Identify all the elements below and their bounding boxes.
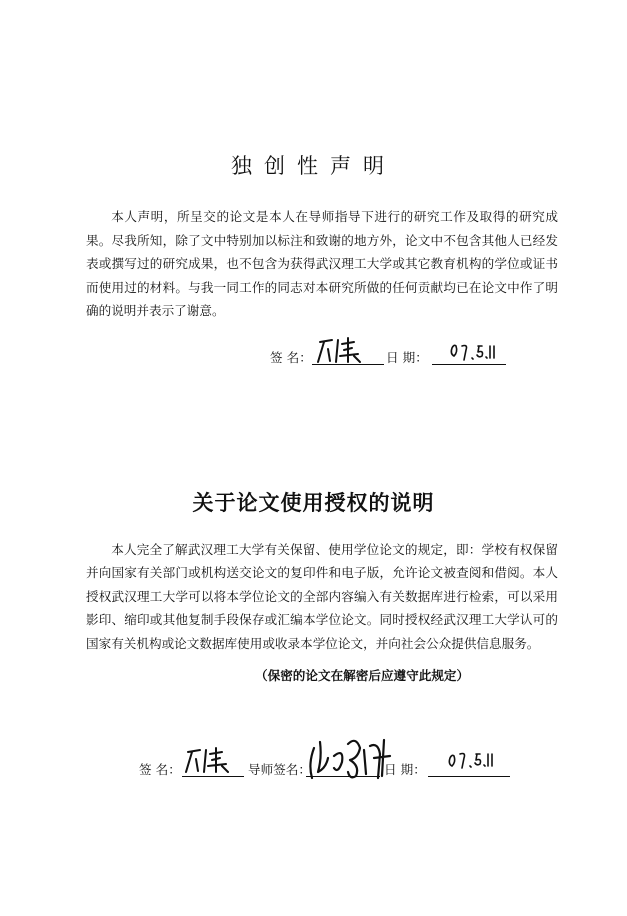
authorization-date-handwritten <box>446 748 496 772</box>
advisor-sign-label: 导师签名： <box>248 762 311 777</box>
authorization-sign-label: 签 名： <box>139 762 181 777</box>
declaration-title: 独创性声明 <box>231 154 396 178</box>
confidentiality-note: （保密的论文在解密后应遵守此规定） <box>255 668 470 683</box>
authorization-sign-line <box>182 776 244 777</box>
declaration-date-label: 日 期： <box>386 350 428 365</box>
declaration-sign-label: 签 名： <box>270 350 312 365</box>
authorization-body: 本人完全了解武汉理工大学有关保留、使用学位论文的规定，即：学校有权保留并向国家有关部门或机构送交论文的复印件和电子版，允许论文被查阅和借阅。本人授权武汉理工大学可以将本学位论文的全部内容编入有关数据库进行检索，可以采用影印、缩印或其他复制手段保存或汇编本学位论文。同时授权经武汉理工大学认可的国家有关机构或论文数据库使用或收录本学位论文，并向社会公众提供信息服务。 <box>86 542 558 651</box>
declaration-date-line <box>432 364 506 365</box>
declaration-signature <box>314 332 378 366</box>
advisor-signature <box>304 728 396 784</box>
declaration-body: 本人声明，所呈交的论文是本人在导师指导下进行的研究工作及取得的研究成果。尽我所知，除了文中特别加以标注和致谢的地方外，论文中不包含其他人已经发表或撰写过的研究成果，也不包含为获得武汉理工大学或其它教育机构的学位或证书而使用过的材料。与我一同工作的同志对本研究所做的任何贡献均已在论文中作了明确的说明并表示了谢意。 <box>86 209 558 318</box>
authorization-signature <box>184 742 244 776</box>
authorization-date-line <box>428 776 510 777</box>
authorization-title: 关于论文使用授权的说明 <box>192 491 435 515</box>
declaration-date-handwritten <box>448 340 498 364</box>
authorization-date-label: 日 期： <box>384 762 426 777</box>
